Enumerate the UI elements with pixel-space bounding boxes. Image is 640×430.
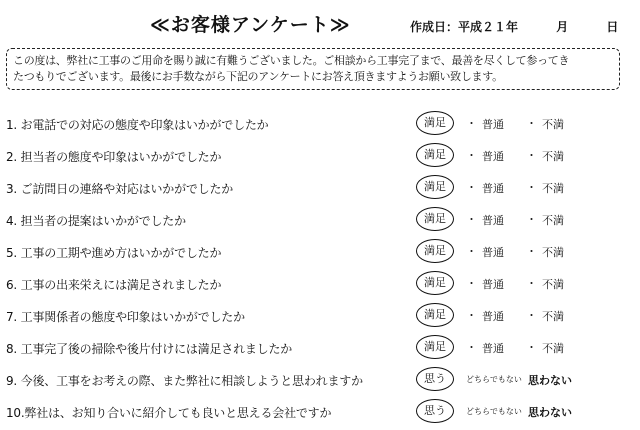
option-separator: ・	[466, 341, 477, 354]
intro-box	[6, 48, 620, 90]
question-row-1	[0, 108, 640, 140]
question-row-3	[0, 172, 640, 204]
option-separator: ・	[466, 277, 477, 290]
option-normal[interactable]: 普通	[482, 310, 504, 323]
option-separator: ・	[466, 181, 477, 194]
option-separator: ・	[466, 245, 477, 258]
question-text: 5. 工事の工期や進め方はいかがでしたか	[6, 246, 222, 260]
option-separator: ・	[466, 213, 477, 226]
date-label: 作成日：平成２１年	[410, 20, 519, 34]
option-dissatisfied[interactable]: 不満	[542, 246, 564, 259]
answer-options	[416, 111, 636, 135]
option-normal[interactable]: 普通	[482, 214, 504, 227]
question-text: 9. 今後、工事をお考えの際、また弊社に相談しようと思われますか	[6, 374, 363, 388]
option-dont-think[interactable]: 思わない	[528, 374, 572, 387]
question-row-6	[0, 268, 640, 300]
intro-line-2: たつもりでございます。最後にお手数ながら下記のアンケートにお答え頂きますようお願い致します。	[13, 70, 503, 83]
answer-options	[416, 399, 636, 423]
option-dissatisfied[interactable]: 不満	[542, 182, 564, 195]
option-satisfied-circled[interactable]: 満足	[416, 239, 454, 263]
option-separator: ・	[466, 309, 477, 322]
option-think-so-circled[interactable]: 思う	[416, 367, 454, 391]
option-separator: ・	[526, 213, 537, 226]
option-separator: ・	[526, 245, 537, 258]
option-dissatisfied[interactable]: 不満	[542, 310, 564, 323]
option-satisfied-circled[interactable]: 満足	[416, 335, 454, 359]
option-satisfied-circled[interactable]: 満足	[416, 111, 454, 135]
option-dissatisfied[interactable]: 不満	[542, 342, 564, 355]
answer-options	[416, 271, 636, 295]
option-normal[interactable]: 普通	[482, 342, 504, 355]
question-text: 8. 工事完了後の掃除や後片付けには満足されましたか	[6, 342, 293, 356]
option-neither[interactable]: どちらでもない	[466, 407, 522, 416]
month-label: 月	[556, 20, 569, 34]
option-separator: ・	[526, 117, 537, 130]
day-label: 日	[606, 20, 619, 34]
answer-options	[416, 239, 636, 263]
option-normal[interactable]: 普通	[482, 118, 504, 131]
question-text: 1. お電話での対応の態度や印象はいかがでしたか	[6, 118, 269, 132]
page-title: ≪お客様アンケート≫	[150, 14, 351, 36]
header	[0, 8, 640, 38]
question-row-8	[0, 332, 640, 364]
option-dissatisfied[interactable]: 不満	[542, 278, 564, 291]
option-dissatisfied[interactable]: 不満	[542, 118, 564, 131]
option-separator: ・	[526, 181, 537, 194]
answer-options	[416, 335, 636, 359]
option-satisfied-circled[interactable]: 満足	[416, 303, 454, 327]
option-separator: ・	[466, 149, 477, 162]
option-satisfied-circled[interactable]: 満足	[416, 207, 454, 231]
option-neither[interactable]: どちらでもない	[466, 375, 522, 384]
option-separator: ・	[526, 341, 537, 354]
option-normal[interactable]: 普通	[482, 246, 504, 259]
option-normal[interactable]: 普通	[482, 278, 504, 291]
question-row-2	[0, 140, 640, 172]
option-normal[interactable]: 普通	[482, 182, 504, 195]
question-text: 7. 工事関係者の態度や印象はいかがでしたか	[6, 310, 245, 324]
question-list	[0, 108, 640, 428]
question-row-10	[0, 396, 640, 428]
question-row-4	[0, 204, 640, 236]
option-think-so-circled[interactable]: 思う	[416, 399, 454, 423]
option-dont-think[interactable]: 思わない	[528, 406, 572, 419]
answer-options	[416, 175, 636, 199]
question-row-7	[0, 300, 640, 332]
option-separator: ・	[526, 309, 537, 322]
answer-options	[416, 207, 636, 231]
question-text: 3. ご訪問日の連絡や対応はいかがでしたか	[6, 182, 234, 196]
answer-options	[416, 367, 636, 391]
intro-line-1: この度は、弊社に工事のご用命を賜り誠に有難うございました。ご相談から工事完了まで、最善を尽くして参ってき	[13, 54, 570, 67]
option-satisfied-circled[interactable]: 満足	[416, 143, 454, 167]
answer-options	[416, 303, 636, 327]
question-text: 6. 工事の出来栄えには満足されましたか	[6, 278, 222, 292]
question-text: 10.弊社は、お知り合いに紹介しても良いと思える会社ですか	[6, 406, 332, 420]
answer-options	[416, 143, 636, 167]
option-separator: ・	[466, 117, 477, 130]
question-text: 4. 担当者の提案はいかがでしたか	[6, 214, 186, 228]
option-satisfied-circled[interactable]: 満足	[416, 271, 454, 295]
option-satisfied-circled[interactable]: 満足	[416, 175, 454, 199]
creation-date	[410, 18, 618, 35]
option-separator: ・	[526, 277, 537, 290]
question-row-9	[0, 364, 640, 396]
option-normal[interactable]: 普通	[482, 150, 504, 163]
option-separator: ・	[526, 149, 537, 162]
option-dissatisfied[interactable]: 不満	[542, 150, 564, 163]
question-text: 2. 担当者の態度や印象はいかがでしたか	[6, 150, 222, 164]
question-row-5	[0, 236, 640, 268]
option-dissatisfied[interactable]: 不満	[542, 214, 564, 227]
